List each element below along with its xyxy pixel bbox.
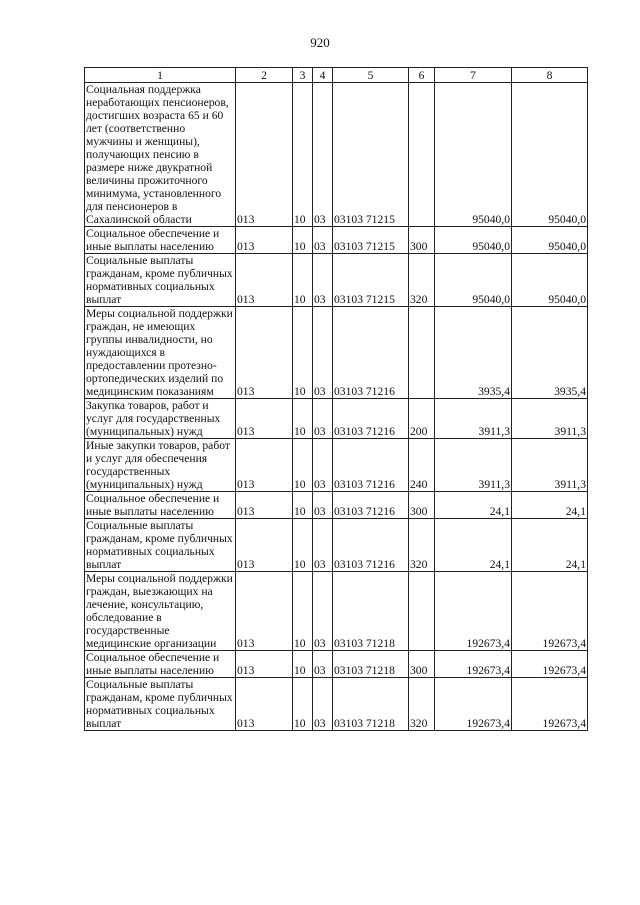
row-section-code: 10 <box>293 651 313 678</box>
row-target-code: 03103 71216 <box>333 439 409 492</box>
row-name: Социальные выплаты гражданам, кроме публичных нормативных социальных выплат <box>85 254 236 307</box>
table-row <box>85 678 588 731</box>
row-section-code: 10 <box>293 399 313 439</box>
col-header-3: 3 <box>293 68 313 83</box>
row-section-code: 10 <box>293 439 313 492</box>
row-amount-approved: 192673,4 <box>435 572 512 651</box>
row-target-code: 03103 71216 <box>333 399 409 439</box>
row-expense-type: 320 <box>409 519 435 572</box>
row-expense-type: 300 <box>409 492 435 519</box>
table-row <box>85 651 588 678</box>
table-row <box>85 254 588 307</box>
row-section-code: 10 <box>293 572 313 651</box>
table-row <box>85 439 588 492</box>
budget-table <box>84 67 588 731</box>
row-expense-type: 300 <box>409 651 435 678</box>
table-row <box>85 399 588 439</box>
row-target-code: 03103 71218 <box>333 651 409 678</box>
row-amount-total: 3911,3 <box>512 399 588 439</box>
row-ministry-code: 013 <box>236 254 293 307</box>
row-target-code: 03103 71216 <box>333 492 409 519</box>
row-subsection-code: 03 <box>313 519 333 572</box>
row-amount-approved: 24,1 <box>435 492 512 519</box>
row-target-code: 03103 71215 <box>333 83 409 227</box>
row-name: Меры социальной поддержки граждан, не имеющих группы инвалидности, но нуждающихся в предоставлении протезно-ортопедических изделий по медицинским показаниям <box>85 307 236 399</box>
row-name: Социальная поддержка неработающих пенсионеров, достигших возраста 65 и 60 лет (соответственно мужчины и женщины), получающих пенсию в размере ниже двукратной величины прожиточного минимума, установленного для пенсионеров в Сахалинской области <box>85 83 236 227</box>
row-name: Социальные выплаты гражданам, кроме публичных нормативных социальных выплат <box>85 678 236 731</box>
row-amount-total: 3911,3 <box>512 439 588 492</box>
row-ministry-code: 013 <box>236 227 293 254</box>
row-name: Социальное обеспечение и иные выплаты населению <box>85 227 236 254</box>
table-row <box>85 83 588 227</box>
row-amount-total: 95040,0 <box>512 83 588 227</box>
col-header-2: 2 <box>236 68 293 83</box>
row-section-code: 10 <box>293 254 313 307</box>
row-subsection-code: 03 <box>313 492 333 519</box>
page-number: 920 <box>310 35 330 50</box>
row-amount-total: 192673,4 <box>512 678 588 731</box>
row-amount-total: 192673,4 <box>512 572 588 651</box>
row-name: Иные закупки товаров, работ и услуг для обеспечения государственных (муниципальных) нужд <box>85 439 236 492</box>
col-header-1: 1 <box>85 68 236 83</box>
row-expense-type: 320 <box>409 254 435 307</box>
row-amount-approved: 95040,0 <box>435 254 512 307</box>
row-amount-approved: 3911,3 <box>435 439 512 492</box>
row-target-code: 03103 71218 <box>333 678 409 731</box>
row-ministry-code: 013 <box>236 399 293 439</box>
row-ministry-code: 013 <box>236 307 293 399</box>
row-ministry-code: 013 <box>236 439 293 492</box>
row-amount-approved: 95040,0 <box>435 83 512 227</box>
row-expense-type <box>409 572 435 651</box>
row-amount-total: 24,1 <box>512 492 588 519</box>
row-section-code: 10 <box>293 307 313 399</box>
row-amount-total: 95040,0 <box>512 227 588 254</box>
row-ministry-code: 013 <box>236 83 293 227</box>
table-row <box>85 307 588 399</box>
row-name: Социальное обеспечение и иные выплаты населению <box>85 651 236 678</box>
row-ministry-code: 013 <box>236 519 293 572</box>
row-section-code: 10 <box>293 492 313 519</box>
header-row <box>85 68 588 83</box>
row-expense-type: 200 <box>409 399 435 439</box>
row-subsection-code: 03 <box>313 439 333 492</box>
row-expense-type <box>409 83 435 227</box>
row-ministry-code: 013 <box>236 492 293 519</box>
row-subsection-code: 03 <box>313 399 333 439</box>
row-subsection-code: 03 <box>313 254 333 307</box>
row-section-code: 10 <box>293 519 313 572</box>
row-ministry-code: 013 <box>236 572 293 651</box>
row-expense-type <box>409 307 435 399</box>
row-amount-total: 24,1 <box>512 519 588 572</box>
table-row <box>85 519 588 572</box>
row-expense-type: 320 <box>409 678 435 731</box>
col-header-5: 5 <box>333 68 409 83</box>
row-subsection-code: 03 <box>313 307 333 399</box>
row-target-code: 03103 71218 <box>333 572 409 651</box>
row-amount-total: 192673,4 <box>512 651 588 678</box>
row-amount-total: 95040,0 <box>512 254 588 307</box>
row-amount-approved: 192673,4 <box>435 678 512 731</box>
row-amount-total: 3935,4 <box>512 307 588 399</box>
row-target-code: 03103 71216 <box>333 519 409 572</box>
table-row <box>85 227 588 254</box>
row-section-code: 10 <box>293 678 313 731</box>
col-header-6: 6 <box>409 68 435 83</box>
row-target-code: 03103 71216 <box>333 307 409 399</box>
col-header-8: 8 <box>512 68 588 83</box>
row-amount-approved: 24,1 <box>435 519 512 572</box>
row-amount-approved: 3935,4 <box>435 307 512 399</box>
col-header-7: 7 <box>435 68 512 83</box>
row-ministry-code: 013 <box>236 678 293 731</box>
row-expense-type: 300 <box>409 227 435 254</box>
row-subsection-code: 03 <box>313 83 333 227</box>
row-subsection-code: 03 <box>313 651 333 678</box>
row-name: Закупка товаров, работ и услуг для государственных (муниципальных) нужд <box>85 399 236 439</box>
row-amount-approved: 3911,3 <box>435 399 512 439</box>
row-subsection-code: 03 <box>313 678 333 731</box>
row-section-code: 10 <box>293 83 313 227</box>
row-amount-approved: 95040,0 <box>435 227 512 254</box>
table-row <box>85 572 588 651</box>
row-ministry-code: 013 <box>236 651 293 678</box>
row-name: Меры социальной поддержки граждан, выезжающих на лечение, консультацию, обследование в государственные медицинские организации <box>85 572 236 651</box>
table-row <box>85 492 588 519</box>
row-target-code: 03103 71215 <box>333 254 409 307</box>
row-target-code: 03103 71215 <box>333 227 409 254</box>
row-subsection-code: 03 <box>313 572 333 651</box>
row-amount-approved: 192673,4 <box>435 651 512 678</box>
col-header-4: 4 <box>313 68 333 83</box>
row-section-code: 10 <box>293 227 313 254</box>
row-name: Социальное обеспечение и иные выплаты населению <box>85 492 236 519</box>
row-name: Социальные выплаты гражданам, кроме публичных нормативных социальных выплат <box>85 519 236 572</box>
row-subsection-code: 03 <box>313 227 333 254</box>
row-expense-type: 240 <box>409 439 435 492</box>
